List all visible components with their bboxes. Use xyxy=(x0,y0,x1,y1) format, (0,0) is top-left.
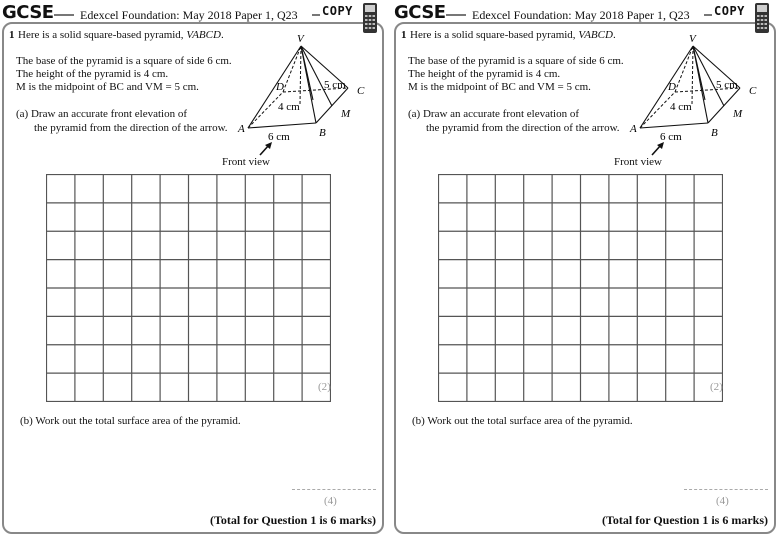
edge-va xyxy=(640,46,693,128)
copy-label: COPY xyxy=(322,4,353,18)
gcse-logo: GCSE xyxy=(2,2,54,23)
intro-end: . xyxy=(220,29,224,41)
question-intro xyxy=(18,29,224,41)
label-b: B xyxy=(319,127,326,139)
part-b-prompt: (b) Work out the total surface area of the pyramid. xyxy=(412,415,633,427)
gcse-logo: GCSE xyxy=(394,2,446,23)
part-b-prompt: (b) Work out the total surface area of the pyramid. xyxy=(20,415,241,427)
part-a-prompt-cont: the pyramid from the direction of the arrow. xyxy=(34,122,228,134)
slant-vm xyxy=(301,46,332,106)
question-number: 1 xyxy=(9,29,15,41)
fact-height: The height of the pyramid is 4 cm. xyxy=(408,68,561,80)
front-view-label: Front view xyxy=(222,156,270,168)
part-a-prompt: (a) Draw an accurate front elevation of xyxy=(408,108,580,120)
edge-ab xyxy=(640,123,708,128)
worksheet-panel xyxy=(0,0,388,540)
fact-midpoint: M is the midpoint of BC and VM = 5 cm. xyxy=(408,81,591,93)
slant-vm xyxy=(693,46,724,106)
question-intro xyxy=(410,29,616,41)
fact-height: The height of the pyramid is 4 cm. xyxy=(16,68,169,80)
question-total: (Total for Question 1 is 6 marks) xyxy=(210,513,377,527)
part-b-marks: (4) xyxy=(324,495,337,507)
answer-grid[interactable] xyxy=(46,174,331,402)
part-a-prompt: (a) Draw an accurate front elevation of xyxy=(16,108,188,120)
dim-base: 6 cm xyxy=(268,131,290,143)
label-d: D xyxy=(276,81,284,93)
label-a: A xyxy=(630,123,637,135)
part-a-prompt-cont: the pyramid from the direction of the arrow. xyxy=(426,122,620,134)
dim-height: 4 cm xyxy=(278,101,300,113)
height-line xyxy=(692,46,693,104)
question-total: (Total for Question 1 is 6 marks) xyxy=(602,513,769,527)
copy-divider xyxy=(704,14,712,16)
copy-label: COPY xyxy=(714,4,745,18)
header-divider xyxy=(54,14,74,16)
answer-grid[interactable] xyxy=(438,174,723,402)
height-line xyxy=(300,46,301,104)
dim-height: 4 cm xyxy=(670,101,692,113)
label-c: C xyxy=(749,85,757,97)
question-number: 1 xyxy=(401,29,407,41)
intro-end: . xyxy=(612,29,616,41)
part-a-marks: (2) xyxy=(318,381,331,393)
front-view-label: Front view xyxy=(614,156,662,168)
edge-extra xyxy=(301,46,313,100)
paper-title: Edexcel Foundation: May 2018 Paper 1, Q23 xyxy=(472,8,690,22)
pyramid-diagram xyxy=(228,28,378,148)
dim-slant: 5 cm xyxy=(324,79,346,91)
dim-base: 6 cm xyxy=(660,131,682,143)
label-a: A xyxy=(238,123,245,135)
label-d: D xyxy=(668,81,676,93)
paper-title: Edexcel Foundation: May 2018 Paper 1, Q23 xyxy=(80,8,298,22)
intro-text: Here is a solid square-based pyramid, xyxy=(18,29,187,41)
pyramid-name: VABCD xyxy=(578,29,613,41)
worksheet-panel xyxy=(392,0,780,540)
edge-extra xyxy=(693,46,705,100)
pyramid-diagram xyxy=(620,28,770,148)
label-b: B xyxy=(711,127,718,139)
pyramid-name: VABCD xyxy=(186,29,221,41)
edge-ab xyxy=(248,123,316,128)
part-a-marks: (2) xyxy=(710,381,723,393)
label-v: V xyxy=(689,33,696,45)
dim-slant: 5 cm xyxy=(716,79,738,91)
header-divider xyxy=(446,14,466,16)
intro-text: Here is a solid square-based pyramid, xyxy=(410,29,579,41)
edge-va xyxy=(248,46,301,128)
answer-line[interactable] xyxy=(292,489,376,490)
label-v: V xyxy=(297,33,304,45)
label-m: M xyxy=(733,108,743,120)
answer-line[interactable] xyxy=(684,489,768,490)
label-c: C xyxy=(357,85,365,97)
part-b-marks: (4) xyxy=(716,495,729,507)
fact-base-side: The base of the pyramid is a square of side 6 cm. xyxy=(408,55,624,67)
fact-base-side: The base of the pyramid is a square of side 6 cm. xyxy=(16,55,232,67)
label-m: M xyxy=(341,108,351,120)
fact-midpoint: M is the midpoint of BC and VM = 5 cm. xyxy=(16,81,199,93)
copy-divider xyxy=(312,14,320,16)
